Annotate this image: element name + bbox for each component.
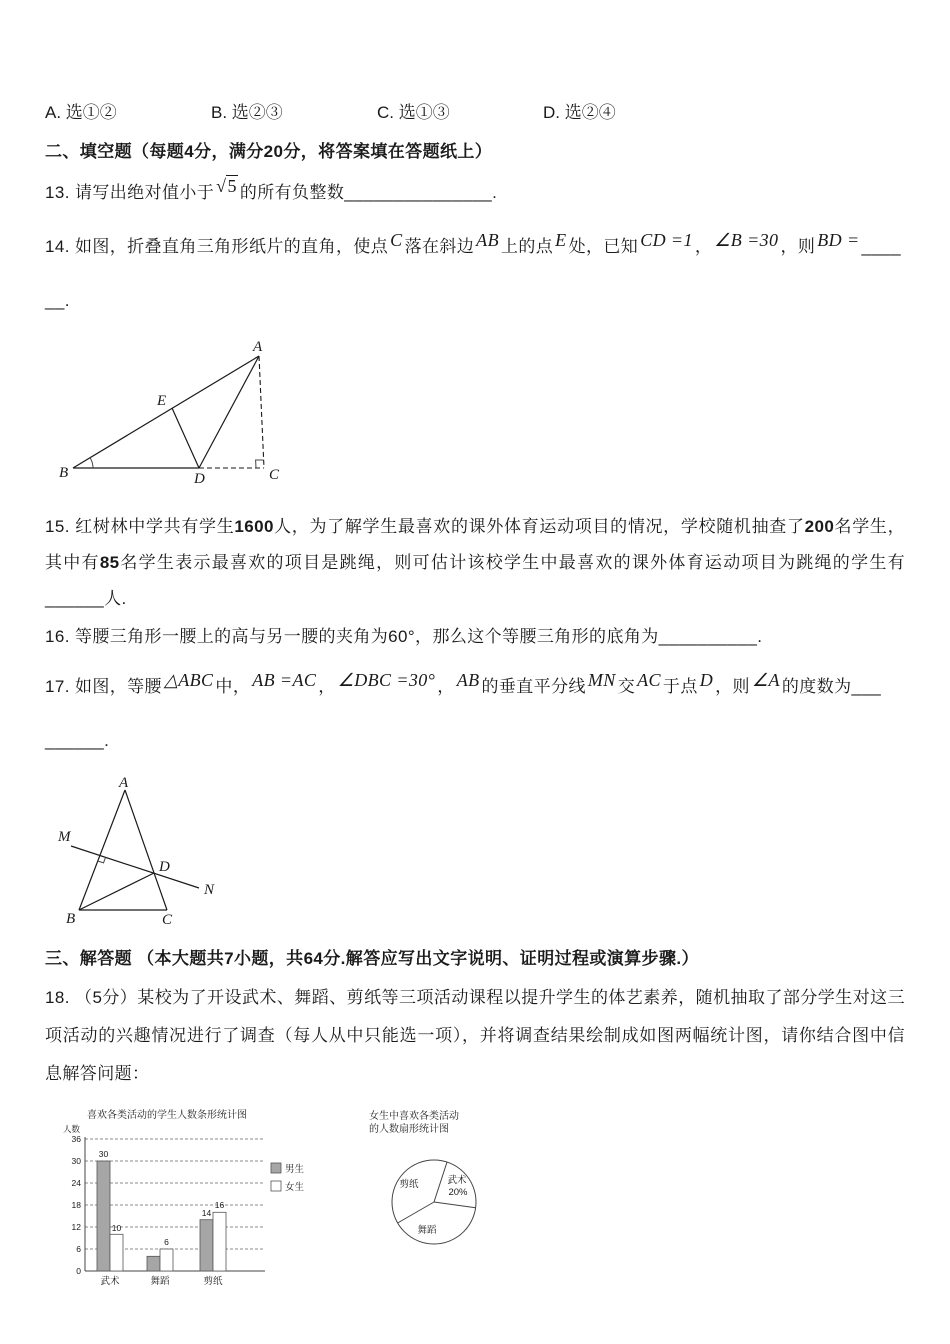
q14-text-4: 处，已知 [568,237,639,256]
bar-jianzhi-female [213,1212,226,1271]
q17-math-D: D [699,670,714,690]
q17-text-1: 17. 如图，等腰 [45,677,162,696]
question-17 [45,659,905,768]
choice-options-row [45,96,905,130]
q17-text-5: 的垂直平分线 [481,677,586,696]
q14-text-3: 上的点 [500,237,554,256]
q17-answer-blank-1: ___ [851,677,882,696]
cat-label-jianzhi: 剪纸 [203,1276,223,1287]
q14-math-E: E [555,230,567,250]
pie-chart [349,1107,539,1262]
q17-math-MN: MN [587,670,616,690]
bar-wudao-female [160,1249,173,1271]
legend-label-male: 男生 [285,1164,305,1175]
radical-sign: √ [216,176,227,196]
ytick-24: 24 [71,1178,81,1188]
angle-b-arc [90,458,93,468]
question-18 [45,979,905,1093]
q17-text-8: ，则 [715,677,750,696]
option-d: D. 选②④ [543,103,616,122]
q17-math-AC: AC [637,670,661,690]
q17-text-9: 的度数为 [781,677,852,696]
question-14 [45,219,905,328]
legend-label-female: 女生 [285,1182,305,1193]
q17-text-7: 于点 [662,677,698,696]
vertex-label-C: C [162,912,173,926]
question-16 [45,619,905,655]
bar-chart-ytick-labels [72,1134,82,1276]
q17-text-2: 中， [215,677,251,696]
q17-isosceles-triangle-figure [57,776,252,926]
vertex-label-B: B [66,911,76,926]
legend-swatch-female [271,1181,281,1191]
q13-answer-blank: _______________. [344,183,498,202]
value-label-jianzhi-female: 16 [214,1200,225,1210]
vertex-label-M: M [58,829,71,845]
right-angle-mark [256,460,264,468]
section-fill-heading: 二、填空题（每题4分，满分20分，将答案填在答题纸上） [45,142,493,161]
q17-text-6: 交 [617,677,636,696]
q17-math-AB: AB [456,670,480,690]
q15-text-4: 名学生表示最喜欢的项目是跳绳，则可估计该校学生中最喜欢的课外体育运动项目为跳绳的学生有 [119,553,906,572]
q17-text-4: ， [437,677,455,696]
bar-chart-title: 喜欢各类活动的学生人数条形统计图 [87,1110,247,1121]
option-c: C. 选①③ [377,103,450,122]
q14-math-CD: CD =1 [640,230,693,250]
q17-text-3: ， [318,677,336,696]
value-label-jianzhi-male: 14 [201,1208,212,1218]
q14-math-angleB: ∠B =30 [714,230,779,250]
q14-text-5: ， [694,237,713,256]
q14-math-C: C [390,230,403,250]
legend-swatch-male [271,1163,281,1173]
question-15 [45,509,905,617]
vertex-label-C: C [269,467,280,483]
q17-math-triangleABC: △ABC [163,670,214,690]
ytick-36: 36 [71,1134,81,1144]
vertex-label-N: N [204,882,215,898]
q15-number-85: 85 [99,553,120,572]
q13-text-lead: 13. 请写出绝对值小于 [45,183,215,202]
ytick-0: 0 [76,1266,81,1276]
q13-text-tail: 的所有负整数 [239,183,345,202]
q13-sqrt5-expression [214,176,240,196]
q15-text-3: 名学生，其中有 [45,517,905,572]
q14-answer-blank-2: __. [45,291,70,310]
q17-math-AB-AC: AB =AC [252,670,317,690]
q18-charts [59,1107,905,1301]
section-solve-heading: 三、解答题 （本大题共7小题，共64分.解答应写出文字说明、证明过程或演算步骤.） [45,949,699,968]
value-label-wushu-male: 30 [98,1149,109,1159]
bar-jianzhi-male [200,1220,213,1271]
ytick-6: 6 [76,1244,81,1254]
vertex-label-E: E [157,393,167,409]
q15-number-200: 200 [804,517,835,536]
q13-radicand: 5 [227,176,237,196]
ytick-18: 18 [71,1200,81,1210]
bar-chart-category-labels [100,1275,223,1287]
pie-label-wushu-pct: 20% [448,1187,468,1198]
q15-text-5: 人. [104,589,127,608]
cat-label-wudao: 舞蹈 [150,1276,170,1287]
bar-wudao-male [147,1256,160,1271]
q14-math-AB: AB [476,230,499,250]
q14-answer-blank-1: ____ [861,237,901,256]
q15-answer-blank: ______ [45,589,105,608]
q14-folded-triangle-figure [57,336,292,486]
q14-text-2: 落在斜边 [404,237,475,256]
ytick-30: 30 [71,1156,81,1166]
option-a: A. 选①② [45,103,117,122]
ytick-12: 12 [71,1222,81,1232]
vertex-label-D: D [159,859,170,875]
q15-text-2: 人，为了解学生最喜欢的课外体育运动项目的情况，学校随机抽查了 [273,517,805,536]
q14-text-1: 14. 如图，折叠直角三角形纸片的直角，使点 [45,237,389,256]
q14-math-BD: BD = [817,230,860,250]
q15-text-1: 15. 红树林中学共有学生 [45,517,235,536]
vertex-label-A: A [253,339,263,355]
pie-label-jianzhi: 剪纸 [399,1179,419,1190]
q15-number-1600: 1600 [234,517,274,536]
pie-chart-title-line1: 女生中喜欢各类活动 [369,1111,459,1122]
cat-label-wushu: 武术 [100,1276,120,1287]
q17-math-angleA: ∠A [751,670,780,690]
vertex-label-D: D [194,471,205,486]
q18-text: 18. （5分）某校为了开设武术、舞蹈、剪纸等三项活动课程以提升学生的体艺素养，随机抽取了部分学生对这三项活动的兴趣情况进行了调查（每人从中只能选一项），并将调查结果绘制成如图两幅统计图，请你结合图中信息解答问题： [45,988,905,1083]
bar-wushu-male [97,1161,110,1271]
bar-chart-legend [271,1163,305,1193]
pie-label-wudao: 舞蹈 [417,1225,437,1236]
vertex-label-B: B [59,465,69,481]
pie-chart-title-line2: 的人数扇形统计图 [369,1124,449,1135]
triangle-lines [71,790,199,910]
bar-wushu-female [110,1234,123,1271]
value-label-wudao-female: 6 [164,1237,169,1247]
q16-answer-blank: __________. [658,627,763,646]
pie-label-wushu: 武术 [447,1175,467,1186]
value-label-wushu-female: 10 [111,1223,122,1233]
vertex-label-A: A [119,776,129,791]
q14-text-6: ，则 [780,237,816,256]
bar-chart [59,1107,311,1301]
q17-answer-blank-2: ______. [45,731,110,750]
question-13 [45,170,905,215]
q17-math-angleDBC: ∠DBC =30° [337,670,436,690]
triangle-lines [73,356,264,468]
q16-text: 16. 等腰三角形一腰上的高与另一腰的夹角为60°，那么这个等腰三角形的底角为 [45,627,659,646]
bar-chart-ylabel: 人数 [63,1124,81,1134]
option-b: B. 选②③ [211,103,283,122]
